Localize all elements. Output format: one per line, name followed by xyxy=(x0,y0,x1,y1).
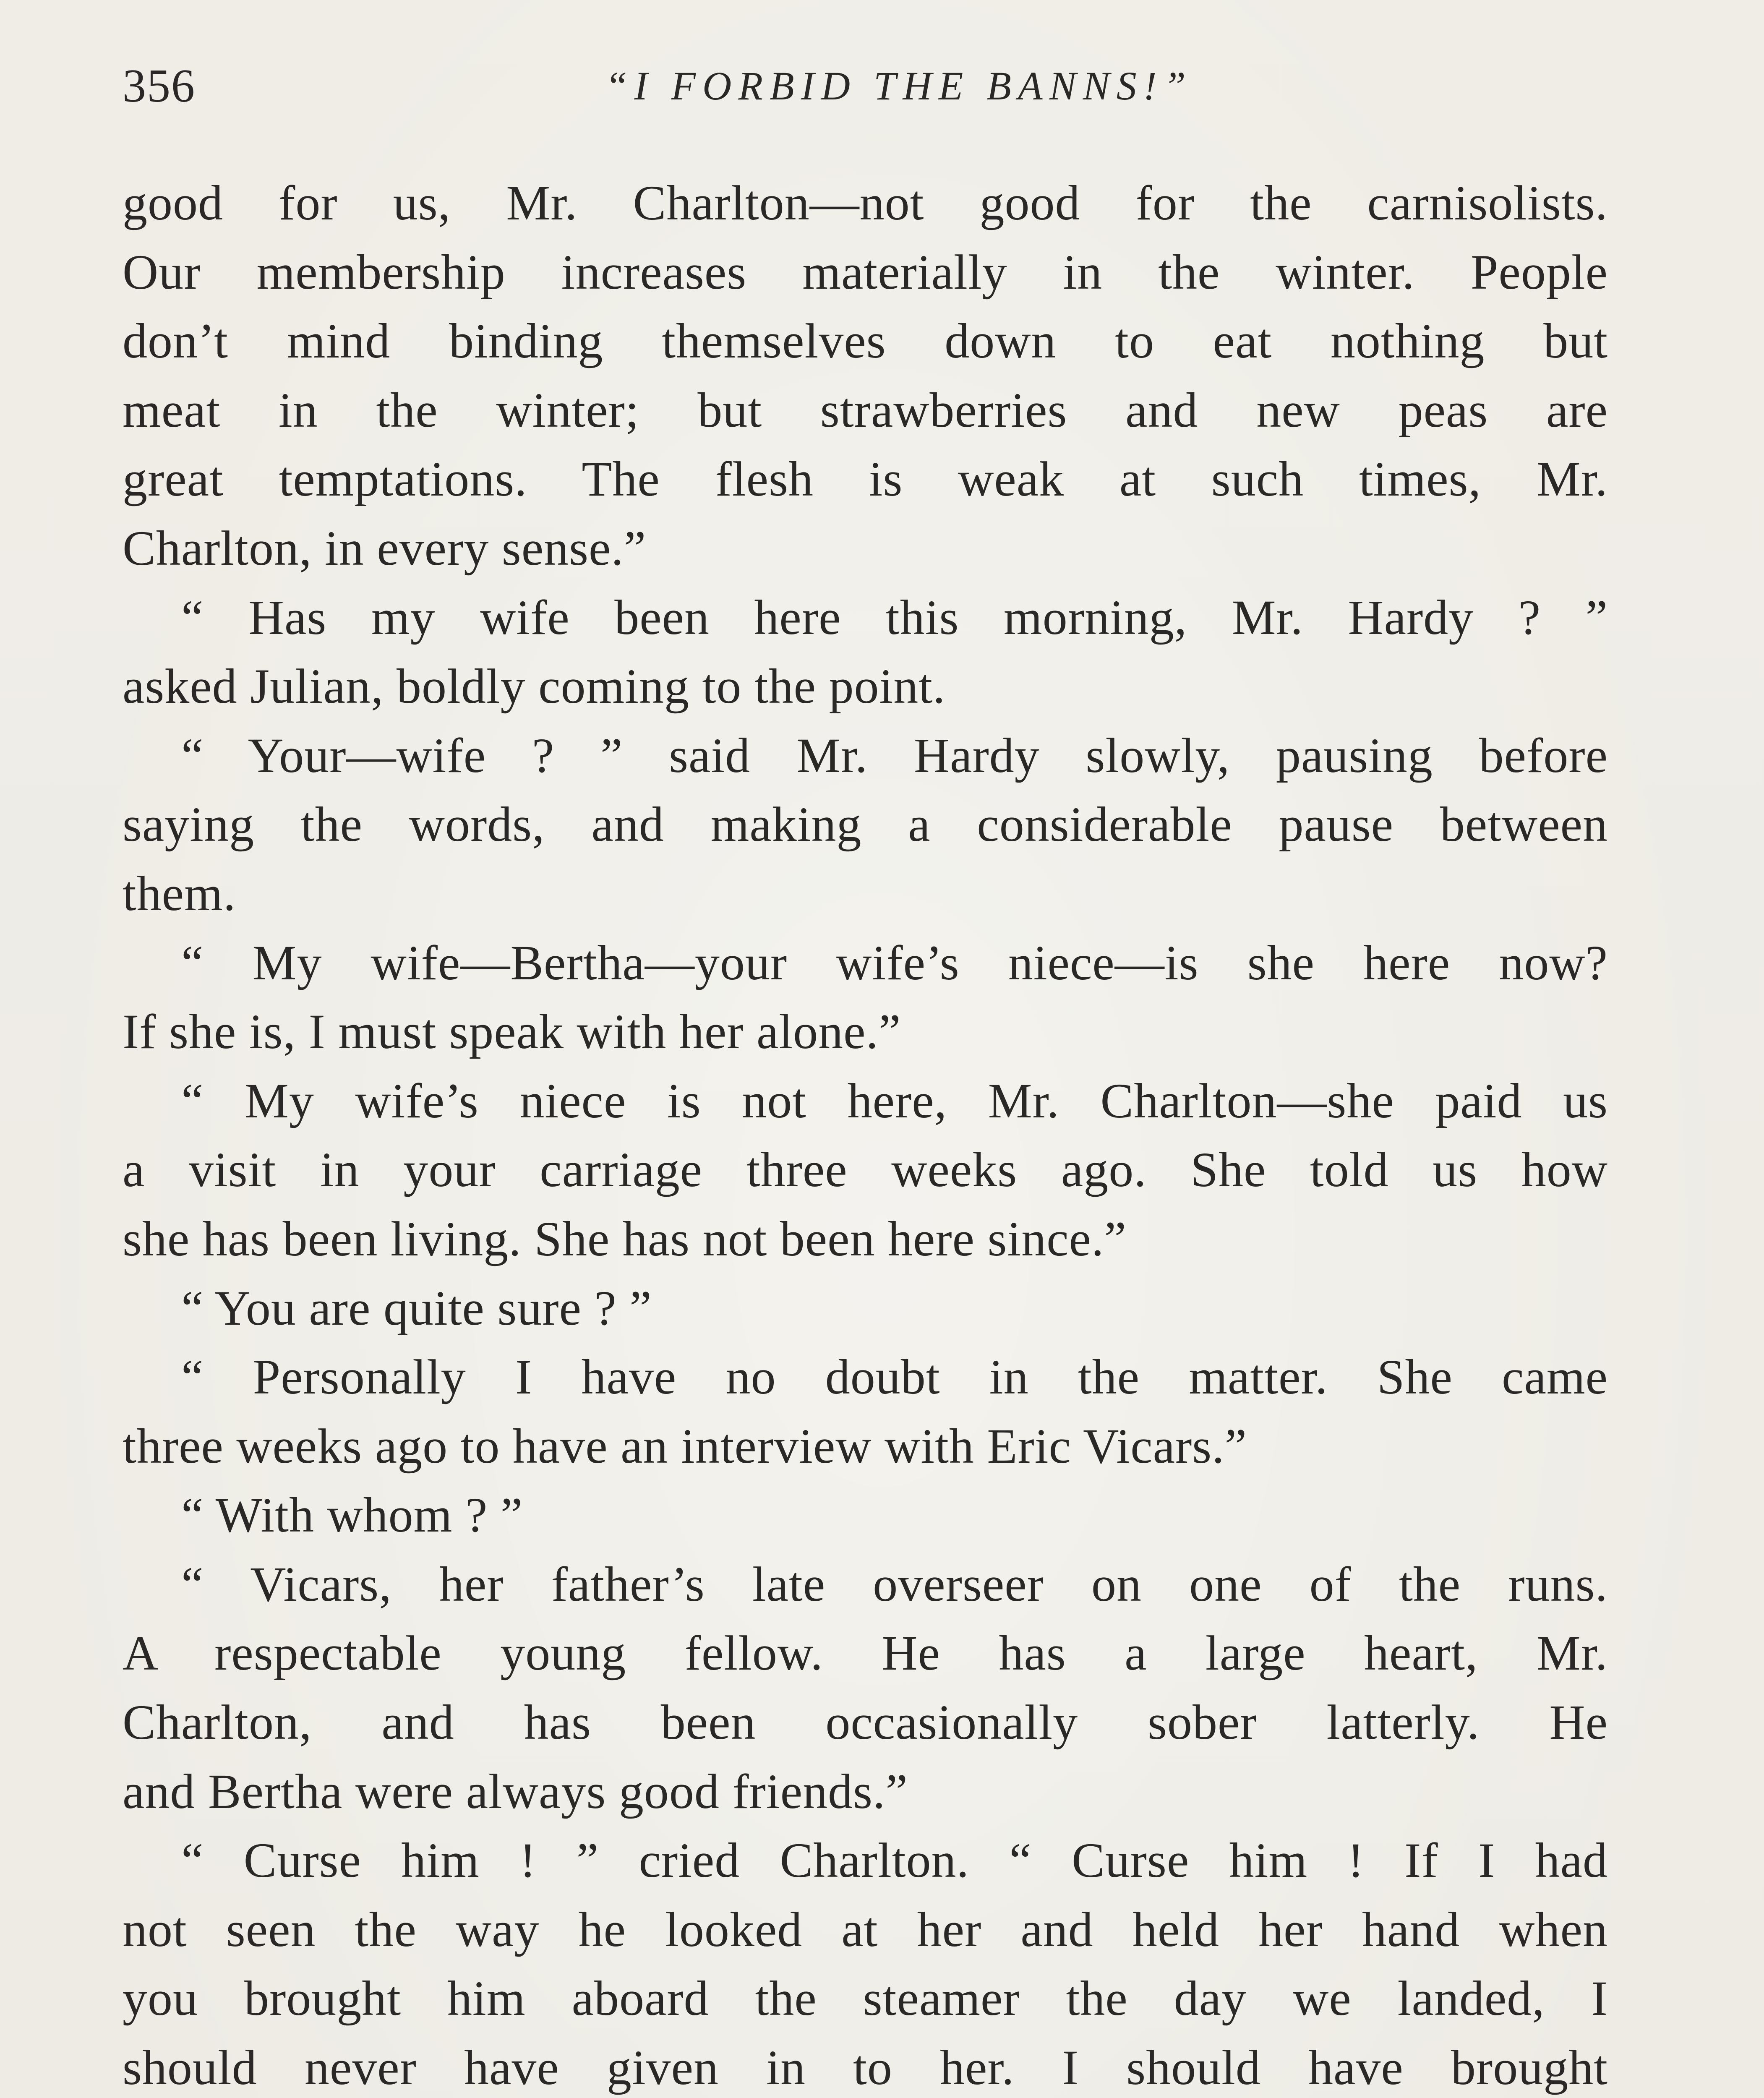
text-line: “ My wife’s niece is not here, Mr. Charlton—she paid us xyxy=(181,1073,1608,1128)
text-line: “ With whom ? ” xyxy=(181,1487,523,1543)
text-line: “ Your—wife ? ” said Mr. Hardy slowly, pausing before xyxy=(181,728,1608,783)
text-line: “ Personally I have no doubt in the matter. She came xyxy=(181,1349,1608,1405)
text-line: Charlton, in every sense.” xyxy=(123,520,647,576)
text-line: them. xyxy=(123,866,236,921)
text-line: “ Has my wife been here this morning, Mr. Hardy ? ” xyxy=(181,590,1608,645)
page-header xyxy=(123,55,1608,117)
text-line: don’t mind binding themselves down to eat nothing but xyxy=(123,313,1608,369)
running-title: “I FORBID THE BANNS!” xyxy=(605,63,1193,108)
text-line: Charlton, and has been occasionally sober latterly. He xyxy=(123,1695,1608,1750)
text-line: not seen the way he looked at her and held her hand when xyxy=(123,1902,1608,1957)
text-line: great temptations. The flesh is weak at such times, Mr. xyxy=(123,451,1608,507)
text-line: should never have given in to her. I should have brought xyxy=(123,2040,1608,2095)
text-line: and Bertha were always good friends.” xyxy=(123,1764,908,1819)
text-line: you brought him aboard the steamer the day we landed, I xyxy=(123,1971,1608,2026)
text-line: a visit in your carriage three weeks ago. She told us how xyxy=(123,1142,1608,1198)
text-line: If she is, I must speak with her alone.” xyxy=(123,1004,901,1059)
text-line: “ My wife—Bertha—your wife’s niece—is she here now? xyxy=(181,935,1608,990)
text-line: three weeks ago to have an interview with Eric Vicars.” xyxy=(123,1418,1247,1474)
body-text xyxy=(123,169,1608,2098)
text-line: good for us, Mr. Charlton—not good for the carnisolists. xyxy=(123,175,1608,230)
text-line: asked Julian, boldly coming to the point. xyxy=(123,659,946,714)
text-line: she has been living. She has not been here since.” xyxy=(123,1211,1127,1266)
page-number: 356 xyxy=(123,60,196,112)
text-line: saying the words, and making a considerable pause between xyxy=(123,797,1608,852)
text-line: A respectable young fellow. He has a large heart, Mr. xyxy=(123,1626,1608,1681)
text-line: Our membership increases materially in the winter. People xyxy=(123,244,1608,300)
text-line: meat in the winter; but strawberries and new peas are xyxy=(123,382,1608,438)
text-line: “ You are quite sure ? ” xyxy=(181,1280,652,1336)
text-line: “ Vicars, her father’s late overseer on one of the runs. xyxy=(181,1556,1608,1612)
text-line: “ Curse him ! ” cried Charlton. “ Curse him ! If I had xyxy=(181,1833,1608,1888)
